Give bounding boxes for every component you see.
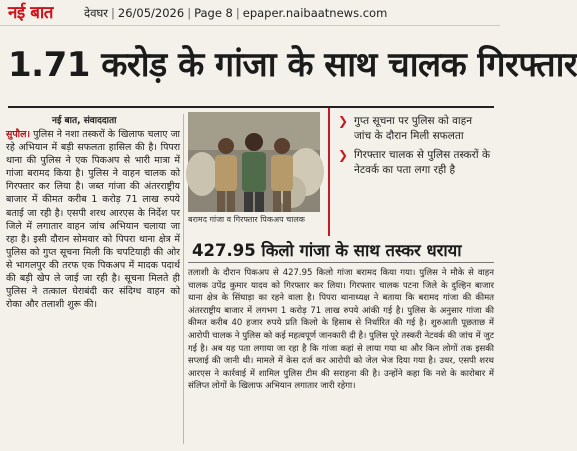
separator: |: [187, 6, 192, 20]
issue-date: 26/05/2026: [117, 6, 185, 20]
chevron-right-icon: ❯: [338, 148, 349, 162]
highlights-box: [328, 108, 496, 236]
issue-info: [84, 4, 387, 22]
news-photo: [188, 112, 320, 212]
article-headline: 1.71 करोड़ के गांजा के साथ चालक गिरफ्तार: [8, 45, 577, 85]
separator: |: [235, 6, 240, 20]
column-divider: [183, 114, 184, 444]
photo-caption: बरामद गांजा व गिरफ्तार पिकअप चालक: [188, 215, 305, 224]
body-paragraph: तलाशी के दौरान पिकअप से 427.95 किलो गांजा बरामद किया गया। पुलिस ने मौके से वाहन चालक उपेंद्र कुमार यादव को गिरफ्तार कर लिया। गिरफ्तार चालक पटना जिले के दुल्हिन बाजार थाना क्षेत्र के सिंघाड़ा का रहने वाला है। पिपरा थानाध्यक्ष ने बताया कि बरामद गांजा की कीमत अंतरराष्ट्रीय बाजार में लगभग 1 करोड़ 71 लाख रुपये आंकी गई है। पुलिस के अनुसार गांजा की कीमत करीब 40 हजार रुपये प्रति किलो के हिसाब से निर्धारित की गई है। शुरुआती पूछताछ में आरोपी चालक ने पुलिस को कई महत्वपूर्ण जानकारी दी है। पुलिस पूरे तस्करी नेटवर्क की जांच में जुट गई है। अब यह पता लगाया जा रहा है कि गांजा कहां से लाया गया था और किन लोगों तक इसकी सप्लाई की जानी थी। मामले में केस दर्ज कर आरोपी को जेल भेज दिया गया है। उधर, एसपी शरथ आरएस ने कार्रवाई में शामिल पुलिस टीम की सराहना की है। उन्होंने कहा कि नशे के कारोबार में संलिप्त लोगों के खिलाफ अभियान लगातार जारी रहेगा।: [188, 268, 494, 392]
left-column-paragraph: [6, 128, 180, 311]
highlight-item: [336, 148, 492, 178]
dateline: सुपौल।: [6, 129, 31, 140]
epaper-url[interactable]: epaper.naibaatnews.com: [242, 6, 388, 20]
photo-illustration: [188, 112, 320, 212]
article-subheadline: 427.95 किलो गांजा के साथ तस्कर धराया: [192, 241, 462, 260]
separator: |: [111, 6, 115, 20]
byline: नई बात, संवाददाता: [52, 116, 117, 126]
article-left-column: [6, 128, 180, 446]
highlight-item: [336, 114, 492, 144]
highlight-text: गुप्त सूचना पर पुलिस को वाहन जांच के दौरान मिली सफलता: [354, 115, 473, 142]
chevron-right-icon: ❯: [338, 114, 349, 128]
page-number: Page 8: [194, 6, 233, 20]
edition-city: देवघर: [84, 6, 109, 20]
newspaper-logo: नई बात: [8, 3, 54, 23]
article-body-right: [188, 267, 494, 447]
highlight-text: गिरफ्तार चालक से पुलिस तस्करों के नेटवर्क का पता लगा रही है: [354, 149, 491, 176]
left-column-text: पुलिस ने नशा तस्करों के खिलाफ चलाए जा रहे अभियान में बड़ी सफलता हासिल की है। पिपरा थाना की पुलिस ने एक पिकअप से भारी मात्रा में गांजा बरामद किया है। पुलिस ने वाहन चालक को गिरफ्तार कर लिया है। जब्त गांजा की अंतरराष्ट्रीय बाजार में कीमत करीब 1 करोड़ 71 लाख रुपये बताई जा रही है। एसपी शरथ आरएस के निर्देश पर जिले में लगातार वाहन जांच अभियान चलाया जा रहा है। इसी दौरान सोमवार को पिपरा थाना क्षेत्र में पुलिस को गुप्त सूचना मिली कि चपटियाही की ओर से भागलपुर की तरफ एक पिकअप में मादक पदार्थ की बड़ी खेप ले जाई जा रही है। सूचना मिलते ही पुलिस ने तत्काल घेराबंदी कर संदिग्ध वाहन को रोका और तलाशी शुरू की।: [6, 129, 180, 311]
subheadline-divider: [188, 262, 494, 263]
